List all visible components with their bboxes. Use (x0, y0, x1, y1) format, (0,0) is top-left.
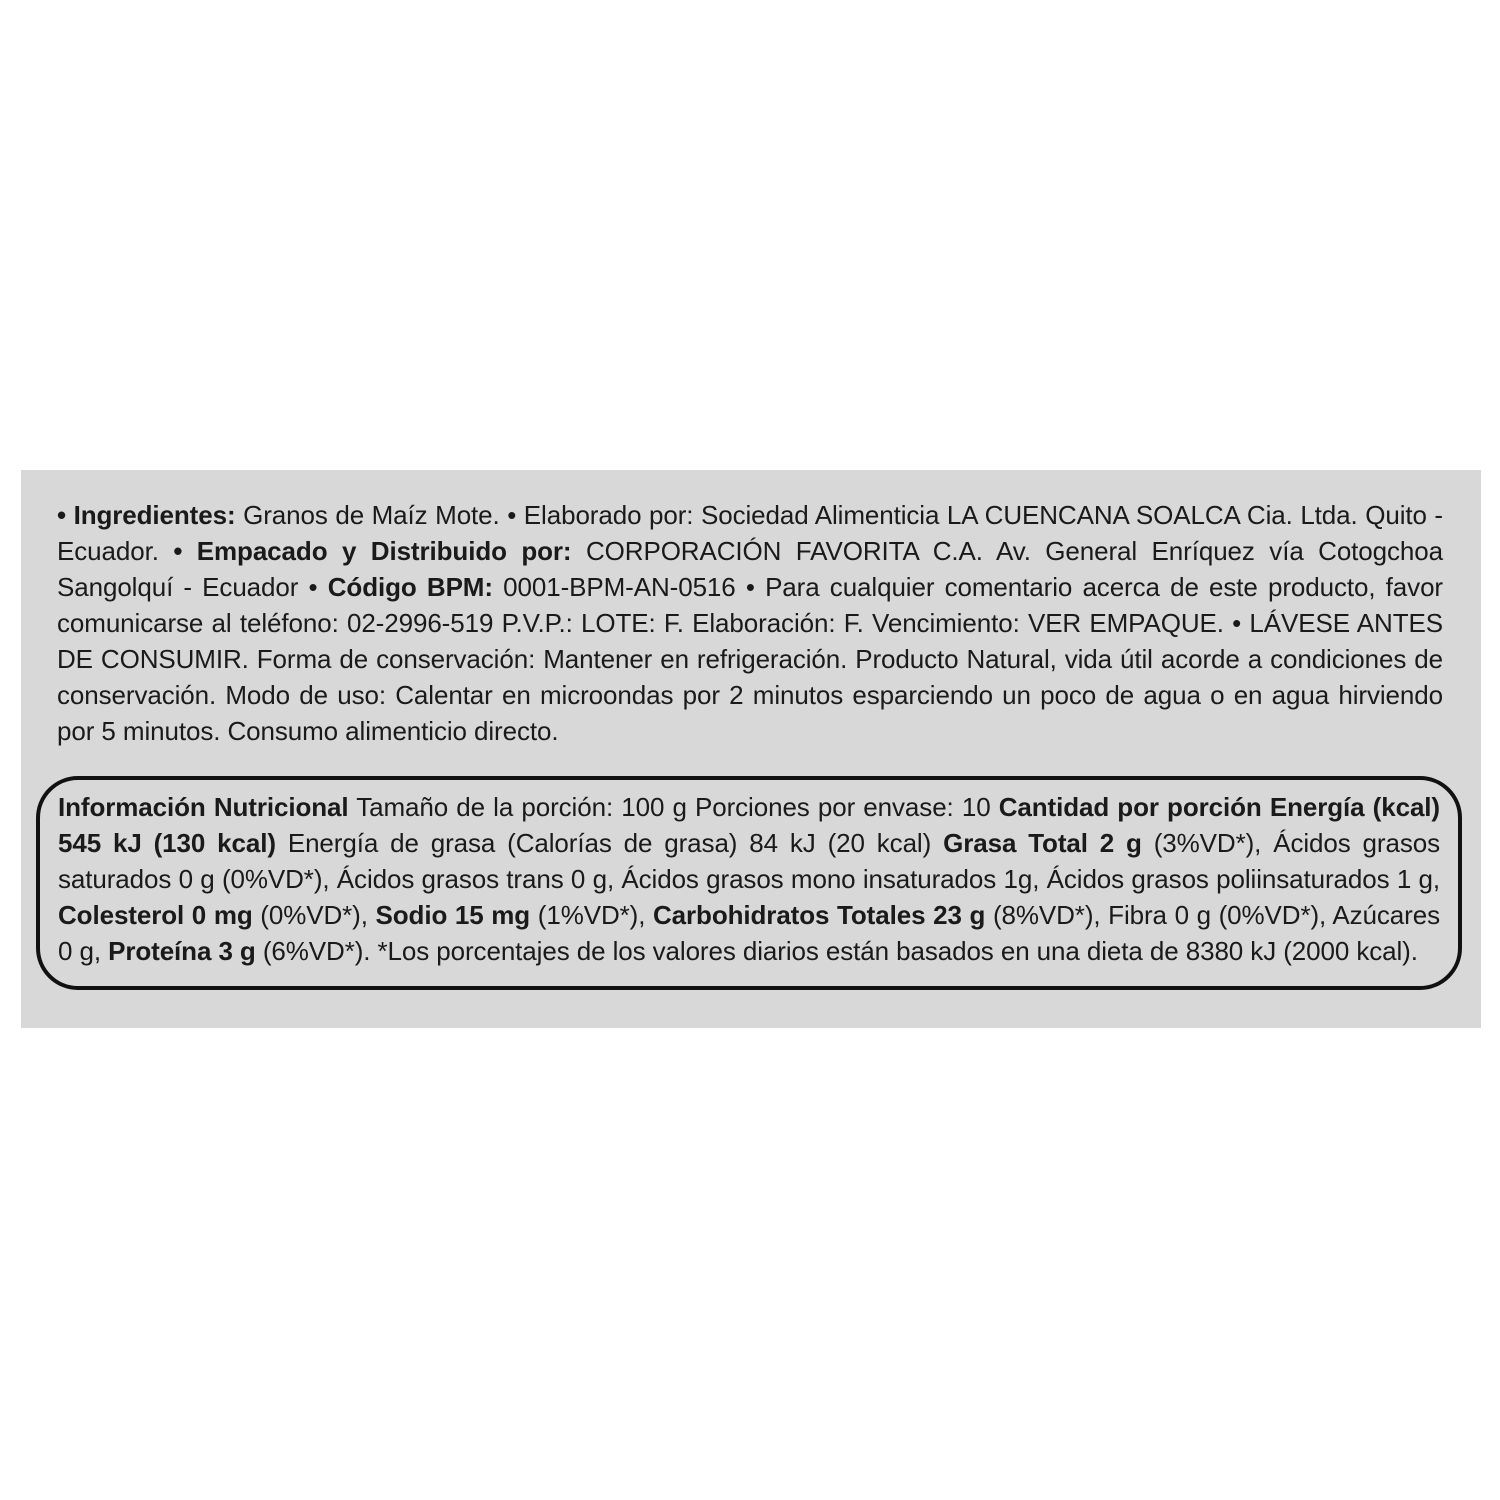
text-run: (3%VD*), Ácidos grasos saturados 0 g (0%VD*), Ácidos grasos trans 0 g, Ácidos grasos mono insaturados 1g, Ácidos grasos poliinsaturados 1 g, (58, 828, 1440, 894)
text-run: Energía de grasa (Calorías de grasa) 84 kJ (20 kcal) (275, 828, 944, 858)
text-run: • Empacado y Distribuido por: (173, 536, 572, 566)
text-run: (8%VD*), Fibra 0 g (0%VD*), Azúcares 0 g, (58, 900, 1440, 966)
text-run: Grasa Total 2 g (943, 828, 1142, 858)
text-run: (6%VD*). *Los porcentajes de los valores diarios están basados en una dieta de 8380 kJ (2000 kcal). (255, 936, 1418, 966)
text-run: 0001-BPM-AN-0516 • Para cualquier comentario acerca de este producto, favor comunicarse al teléfono: 02-2996-519 P.V.P.: LOTE: F. Elaboración: F. Vencimiento: VER EMPAQUE. • LÁVESE ANTES DE CONSUMIR. Forma de conservación: Mantener en refrigeración. Producto Natural, vida útil acorde a condiciones de conservación. Modo de uso: Calentar en microondas por 2 minutos esparciendo un poco de agua o en agua hirviendo por 5 minutos. Consumo alimenticio directo. (57, 572, 1443, 746)
text-run: Código BPM: (327, 572, 493, 602)
text-run: Carbohidratos Totales 23 g (653, 900, 986, 930)
text-run: Tamaño de la porción: 100 g Porciones por envase: 10 (348, 792, 999, 822)
text-run: Cantidad por porción Energía (kcal) 545 kJ (130 kcal) (58, 792, 1440, 858)
label-info-panel (21, 470, 1481, 1028)
text-run: Granos de Maíz Mote. • Elaborado por: Sociedad Alimenticia LA CUENCANA SOALCA Cia. Ltda. Quito - Ecuador. (57, 500, 1443, 566)
nutrition-facts-text (58, 789, 1440, 969)
text-run: CORPORACIÓN FAVORITA C.A. Av. General Enríquez vía Cotogchoa Sangolquí - Ecuador • (57, 536, 1444, 602)
text-run: Proteína 3 g (108, 936, 256, 966)
text-run: • Ingredientes: (57, 500, 236, 530)
text-run: (1%VD*), (530, 900, 653, 930)
nutrition-facts-box (36, 776, 1462, 990)
text-run: (0%VD*), (252, 900, 376, 930)
text-run: Colesterol 0 mg (58, 900, 253, 930)
text-run: Información Nutricional (58, 792, 349, 822)
text-run: Sodio 15 mg (375, 900, 531, 930)
product-info-paragraph (57, 497, 1443, 749)
